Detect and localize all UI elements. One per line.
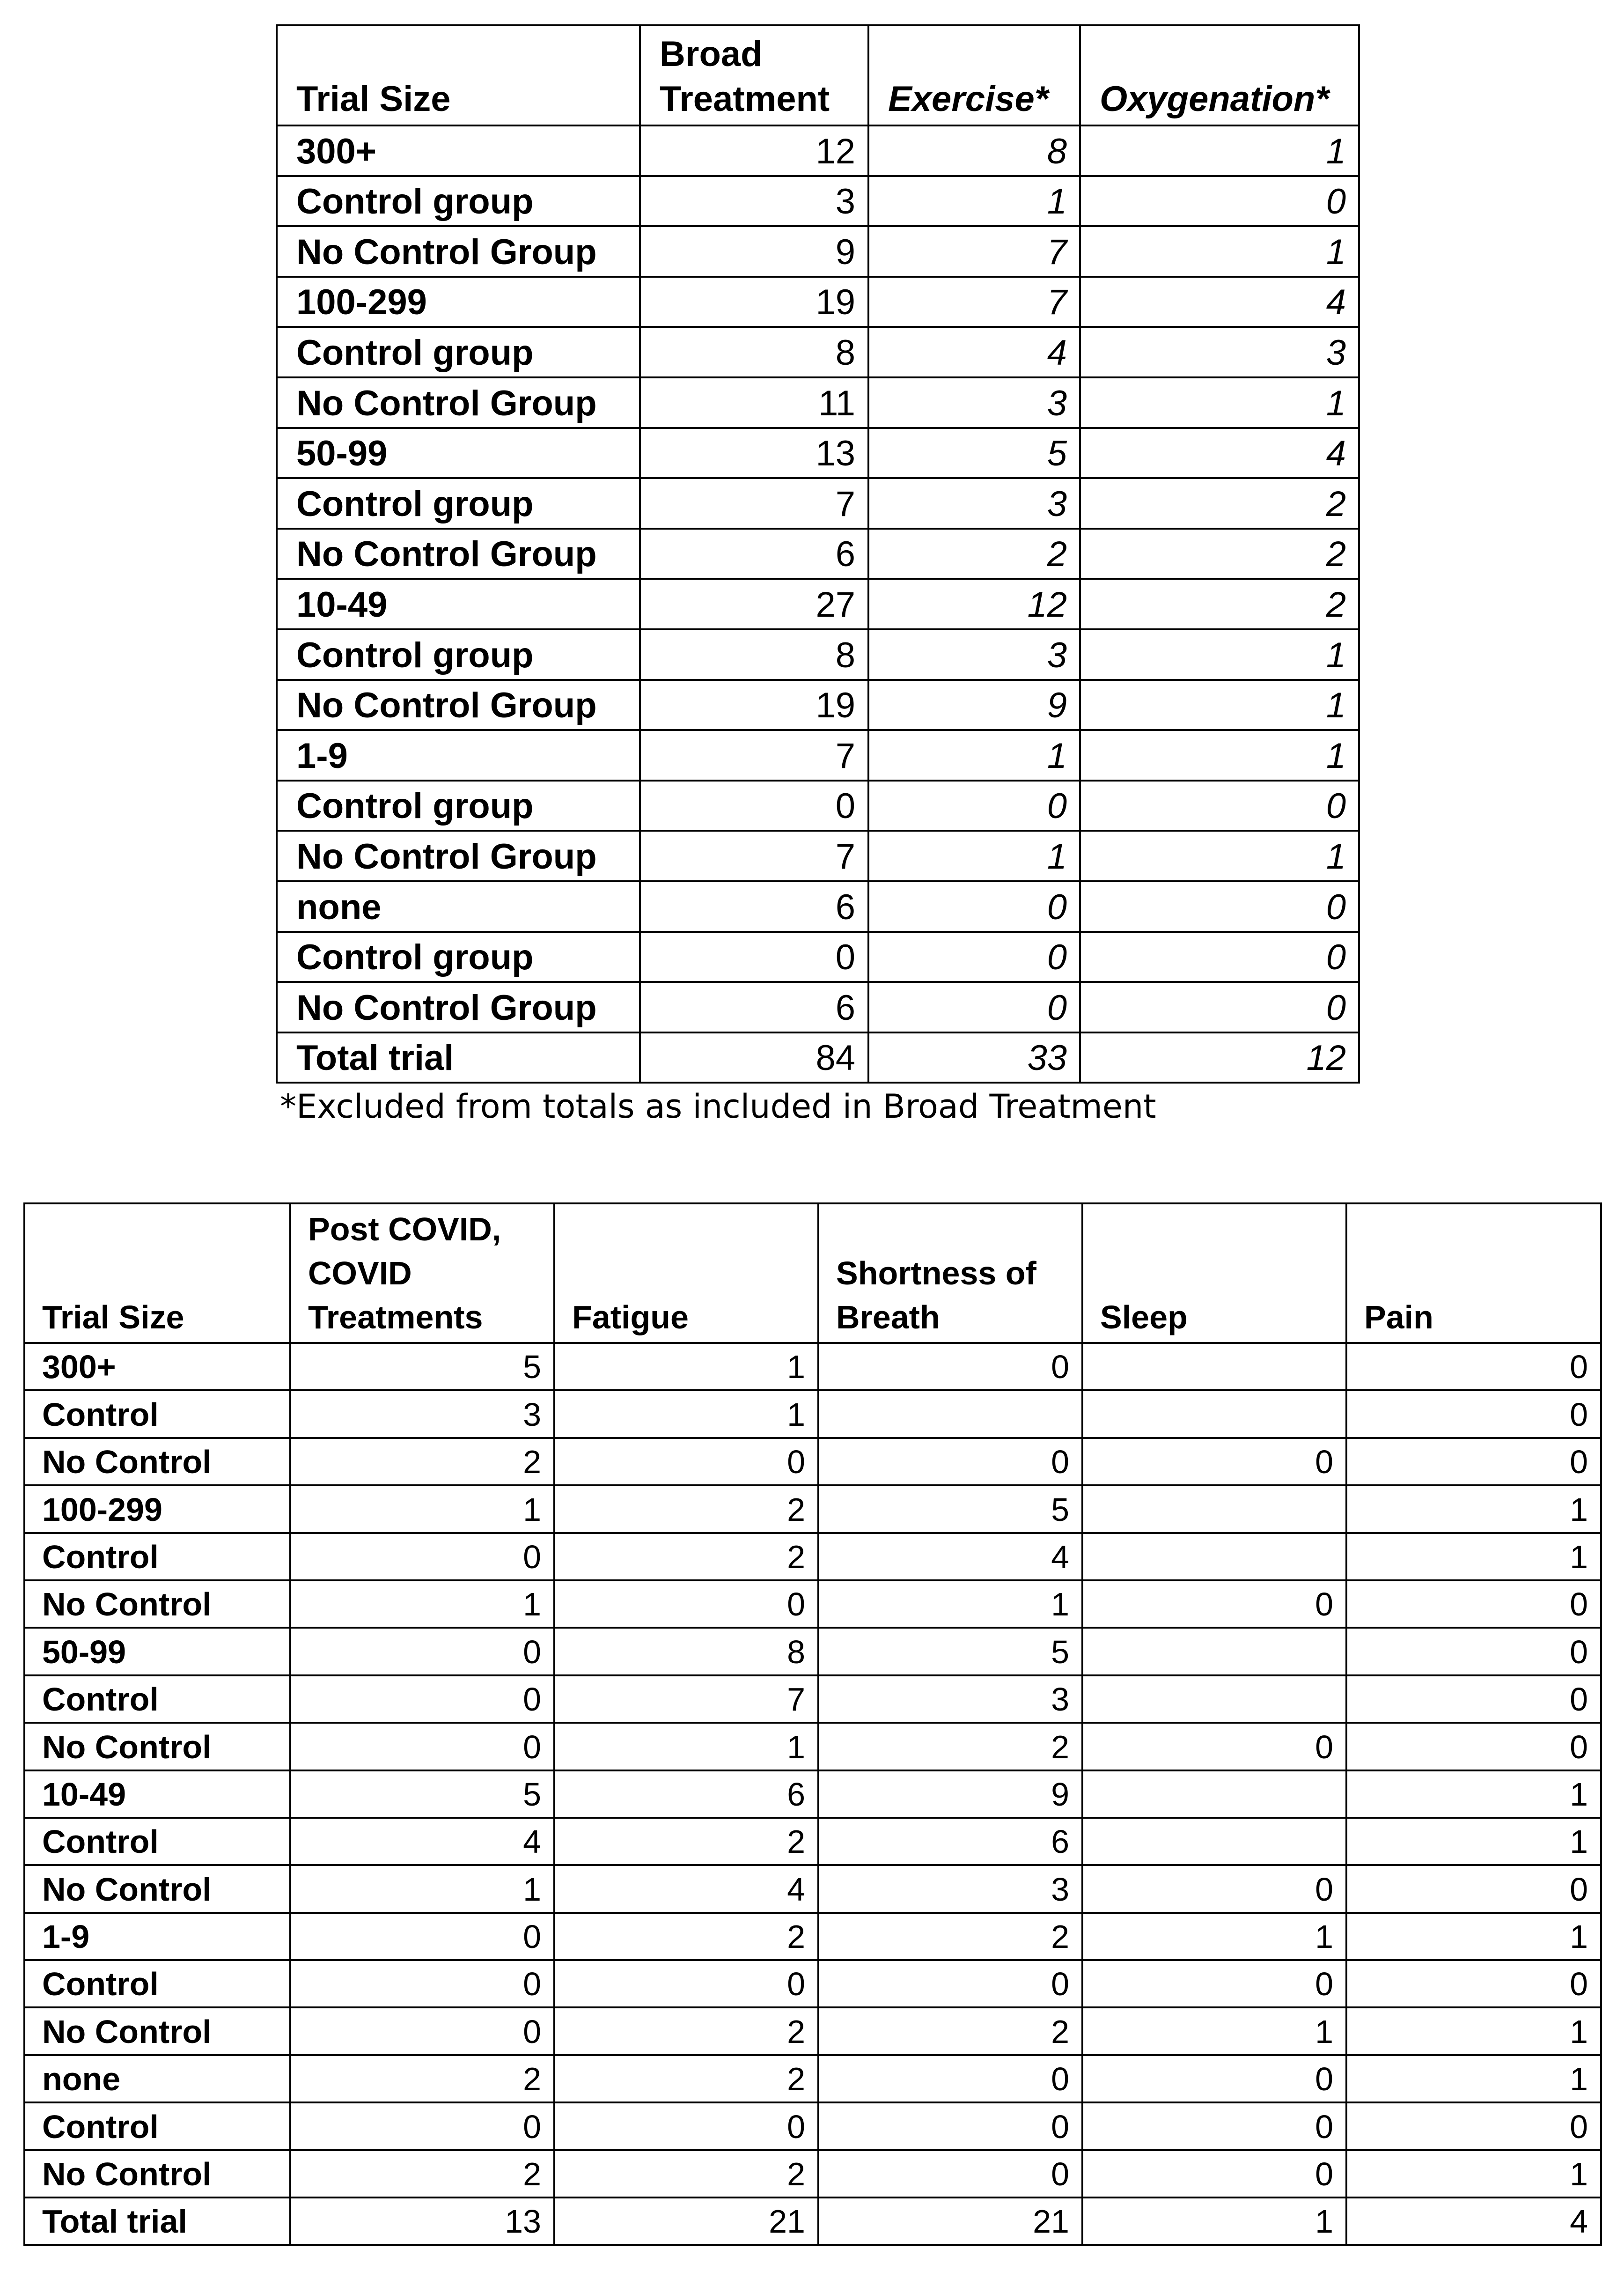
value-cell: 5 xyxy=(290,1770,554,1818)
table-row xyxy=(277,982,1359,1032)
value-cell: 0 xyxy=(1346,1628,1601,1675)
column-header: Pain xyxy=(1346,1203,1601,1343)
value-cell: 1 xyxy=(868,176,1080,227)
value-cell: 3 xyxy=(818,1865,1082,1912)
value-cell: 0 xyxy=(1346,1960,1601,2007)
value-cell: 0 xyxy=(1082,1960,1346,2007)
value-cell: 3 xyxy=(868,629,1080,680)
row-label-cell: 100-299 xyxy=(24,1485,290,1533)
value-cell: 1 xyxy=(290,1485,554,1533)
value-cell: 3 xyxy=(818,1675,1082,1723)
table-row xyxy=(277,881,1359,932)
row-label-cell: 300+ xyxy=(277,125,640,176)
row-label-cell: Control group xyxy=(277,327,640,377)
row-label-cell: No Control xyxy=(24,1865,290,1912)
table-row xyxy=(277,125,1359,176)
value-cell: 2 xyxy=(1080,478,1359,529)
value-cell: 0 xyxy=(818,1960,1082,2007)
value-cell: 7 xyxy=(554,1675,818,1723)
column-header: Shortness of Breath xyxy=(818,1203,1082,1343)
value-cell: 0 xyxy=(1346,2102,1601,2150)
column-header: Oxygenation* xyxy=(1080,25,1359,125)
table-row xyxy=(277,730,1359,781)
value-cell: 4 xyxy=(554,1865,818,1912)
row-label-cell: Control xyxy=(24,1675,290,1723)
table-row xyxy=(24,1485,1601,1533)
value-cell: 21 xyxy=(554,2198,818,2245)
value-cell: 2 xyxy=(818,1913,1082,1960)
row-label-cell: No Control Group xyxy=(277,680,640,730)
row-label-cell: No Control Group xyxy=(277,377,640,428)
value-cell: 0 xyxy=(1080,881,1359,932)
value-cell: 2 xyxy=(818,2007,1082,2055)
column-header: Broad Treatment xyxy=(640,25,868,125)
value-cell: 13 xyxy=(640,428,868,479)
table-row xyxy=(277,529,1359,579)
row-label-cell: No Control xyxy=(24,1580,290,1628)
value-cell: 1 xyxy=(1346,2150,1601,2198)
value-cell: 0 xyxy=(1082,1865,1346,1912)
value-cell: 4 xyxy=(1346,2198,1601,2245)
table-row xyxy=(24,1390,1601,1438)
value-cell: 2 xyxy=(554,1485,818,1533)
value-cell: 9 xyxy=(868,680,1080,730)
table-header-row xyxy=(277,25,1359,125)
value-cell: 13 xyxy=(290,2198,554,2245)
row-label-cell: Control group xyxy=(277,176,640,227)
value-cell: 0 xyxy=(1082,2150,1346,2198)
table-row xyxy=(277,428,1359,479)
value-cell xyxy=(818,1390,1082,1438)
value-cell: 3 xyxy=(640,176,868,227)
value-cell: 0 xyxy=(1082,2055,1346,2102)
row-label-cell: Control group xyxy=(277,932,640,982)
table-row xyxy=(277,629,1359,680)
value-cell: 2 xyxy=(554,1913,818,1960)
value-cell: 1 xyxy=(1082,2198,1346,2245)
table-row xyxy=(277,932,1359,982)
value-cell: 84 xyxy=(640,1032,868,1083)
value-cell: 12 xyxy=(868,579,1080,629)
row-label-cell: 50-99 xyxy=(24,1628,290,1675)
table-row xyxy=(24,1865,1601,1912)
value-cell: 7 xyxy=(640,478,868,529)
row-label-cell: Control group xyxy=(277,629,640,680)
value-cell: 0 xyxy=(1346,1390,1601,1438)
value-cell: 0 xyxy=(868,932,1080,982)
value-cell: 2 xyxy=(554,1818,818,1865)
value-cell xyxy=(1082,1818,1346,1865)
table-row xyxy=(24,1913,1601,1960)
table-row xyxy=(24,1343,1601,1390)
row-label-cell: 1-9 xyxy=(277,730,640,781)
value-cell: 0 xyxy=(1080,982,1359,1032)
value-cell: 4 xyxy=(1080,428,1359,479)
value-cell: 1 xyxy=(868,831,1080,881)
column-header: Exercise* xyxy=(868,25,1080,125)
table-row xyxy=(24,2102,1601,2150)
column-header: Post COVID, COVID Treatments xyxy=(290,1203,554,1343)
value-cell: 0 xyxy=(868,881,1080,932)
value-cell xyxy=(1082,1675,1346,1723)
value-cell: 5 xyxy=(868,428,1080,479)
row-label-cell: No Control Group xyxy=(277,226,640,277)
value-cell: 6 xyxy=(818,1818,1082,1865)
row-label-cell: No Control Group xyxy=(277,831,640,881)
value-cell: 11 xyxy=(640,377,868,428)
value-cell: 1 xyxy=(554,1723,818,1770)
value-cell: 1 xyxy=(1346,1818,1601,1865)
value-cell: 1 xyxy=(554,1390,818,1438)
value-cell: 2 xyxy=(554,2007,818,2055)
table-row xyxy=(24,1675,1601,1723)
table-row xyxy=(277,478,1359,529)
value-cell xyxy=(1082,1628,1346,1675)
value-cell: 3 xyxy=(868,478,1080,529)
row-label-cell: No Control Group xyxy=(277,982,640,1032)
value-cell: 1 xyxy=(1080,680,1359,730)
value-cell: 2 xyxy=(1080,579,1359,629)
value-cell: 0 xyxy=(868,781,1080,831)
value-cell: 0 xyxy=(1082,1438,1346,1485)
value-cell: 5 xyxy=(818,1628,1082,1675)
value-cell: 1 xyxy=(1082,2007,1346,2055)
value-cell: 2 xyxy=(554,2150,818,2198)
value-cell xyxy=(1082,1770,1346,1818)
value-cell: 0 xyxy=(290,2007,554,2055)
value-cell xyxy=(1082,1485,1346,1533)
value-cell: 0 xyxy=(554,1438,818,1485)
value-cell: 6 xyxy=(640,529,868,579)
value-cell: 1 xyxy=(1080,730,1359,781)
row-label-cell: Control group xyxy=(277,781,640,831)
value-cell: 8 xyxy=(868,125,1080,176)
row-label-cell: No Control xyxy=(24,1438,290,1485)
value-cell: 0 xyxy=(554,1960,818,2007)
value-cell: 0 xyxy=(818,2055,1082,2102)
value-cell: 1 xyxy=(868,730,1080,781)
table-row xyxy=(277,579,1359,629)
value-cell xyxy=(1082,1533,1346,1580)
row-label-cell: 1-9 xyxy=(24,1913,290,1960)
value-cell: 12 xyxy=(1080,1032,1359,1083)
value-cell: 1 xyxy=(818,1580,1082,1628)
value-cell: 4 xyxy=(290,1818,554,1865)
value-cell: 0 xyxy=(290,1723,554,1770)
table-row xyxy=(277,831,1359,881)
value-cell: 0 xyxy=(290,1628,554,1675)
value-cell: 7 xyxy=(640,831,868,881)
value-cell: 1 xyxy=(1346,1533,1601,1580)
table-row xyxy=(24,1960,1601,2007)
column-header: Trial Size xyxy=(24,1203,290,1343)
row-label-cell: Total trial xyxy=(277,1032,640,1083)
value-cell: 0 xyxy=(554,1580,818,1628)
value-cell: 1 xyxy=(1082,1913,1346,1960)
value-cell: 1 xyxy=(1080,377,1359,428)
row-label-cell: 50-99 xyxy=(277,428,640,479)
row-label-cell: Total trial xyxy=(24,2198,290,2245)
row-label-cell: Control xyxy=(24,1533,290,1580)
table-row xyxy=(277,781,1359,831)
value-cell: 3 xyxy=(868,377,1080,428)
table-row xyxy=(24,2055,1601,2102)
row-label-cell: 300+ xyxy=(24,1343,290,1390)
table-row xyxy=(24,2198,1601,2245)
value-cell: 0 xyxy=(1346,1675,1601,1723)
value-cell: 0 xyxy=(640,781,868,831)
table-row xyxy=(24,1770,1601,1818)
value-cell: 7 xyxy=(868,277,1080,327)
table-row xyxy=(277,277,1359,327)
value-cell: 1 xyxy=(290,1580,554,1628)
value-cell: 2 xyxy=(290,2055,554,2102)
value-cell: 1 xyxy=(1346,1485,1601,1533)
value-cell: 4 xyxy=(868,327,1080,377)
row-label-cell: Control xyxy=(24,2102,290,2150)
row-label-cell: Control xyxy=(24,1960,290,2007)
table-row xyxy=(24,2150,1601,2198)
value-cell: 1 xyxy=(1080,226,1359,277)
value-cell: 0 xyxy=(818,2150,1082,2198)
value-cell: 0 xyxy=(290,1675,554,1723)
value-cell: 6 xyxy=(640,982,868,1032)
table-row xyxy=(24,1533,1601,1580)
value-cell: 1 xyxy=(290,1865,554,1912)
table-row xyxy=(277,226,1359,277)
table-row xyxy=(24,2007,1601,2055)
value-cell: 0 xyxy=(818,1438,1082,1485)
column-header: Sleep xyxy=(1082,1203,1346,1343)
trial-size-table-symptoms xyxy=(23,1202,1602,2246)
value-cell: 1 xyxy=(1080,629,1359,680)
row-label-cell: No Control xyxy=(24,2150,290,2198)
value-cell: 0 xyxy=(1082,2102,1346,2150)
value-cell xyxy=(1082,1343,1346,1390)
table-row xyxy=(24,1580,1601,1628)
value-cell: 2 xyxy=(1080,529,1359,579)
value-cell: 0 xyxy=(640,932,868,982)
row-label-cell: Control group xyxy=(277,478,640,529)
value-cell: 0 xyxy=(818,1343,1082,1390)
value-cell: 1 xyxy=(1080,831,1359,881)
table-row xyxy=(277,327,1359,377)
value-cell: 0 xyxy=(1346,1438,1601,1485)
value-cell: 2 xyxy=(290,2150,554,2198)
table-row xyxy=(24,1723,1601,1770)
value-cell: 0 xyxy=(1346,1865,1601,1912)
value-cell: 1 xyxy=(1346,2007,1601,2055)
value-cell: 19 xyxy=(640,277,868,327)
value-cell: 3 xyxy=(290,1390,554,1438)
value-cell: 8 xyxy=(554,1628,818,1675)
row-label-cell: 10-49 xyxy=(24,1770,290,1818)
value-cell: 0 xyxy=(1346,1580,1601,1628)
table-row xyxy=(277,680,1359,730)
value-cell: 2 xyxy=(290,1438,554,1485)
value-cell: 0 xyxy=(290,1533,554,1580)
value-cell: 2 xyxy=(818,1723,1082,1770)
value-cell: 5 xyxy=(290,1343,554,1390)
value-cell: 0 xyxy=(554,2102,818,2150)
value-cell: 0 xyxy=(1346,1723,1601,1770)
value-cell: 5 xyxy=(818,1485,1082,1533)
table-header-row xyxy=(24,1203,1601,1343)
row-label-cell: No Control xyxy=(24,1723,290,1770)
value-cell: 33 xyxy=(868,1032,1080,1083)
column-header: Trial Size xyxy=(277,25,640,125)
value-cell: 7 xyxy=(640,730,868,781)
value-cell: 1 xyxy=(554,1343,818,1390)
value-cell: 2 xyxy=(868,529,1080,579)
table-row xyxy=(277,176,1359,227)
row-label-cell: No Control xyxy=(24,2007,290,2055)
column-header: Fatigue xyxy=(554,1203,818,1343)
value-cell: 4 xyxy=(818,1533,1082,1580)
value-cell xyxy=(1082,1390,1346,1438)
value-cell: 9 xyxy=(818,1770,1082,1818)
value-cell: 1 xyxy=(1346,1913,1601,1960)
value-cell: 6 xyxy=(640,881,868,932)
value-cell: 1 xyxy=(1080,125,1359,176)
row-label-cell: none xyxy=(24,2055,290,2102)
value-cell: 7 xyxy=(868,226,1080,277)
value-cell: 0 xyxy=(290,1913,554,1960)
row-label-cell: Control xyxy=(24,1390,290,1438)
table-row xyxy=(24,1438,1601,1485)
table-row xyxy=(24,1818,1601,1865)
value-cell: 0 xyxy=(1346,1343,1601,1390)
table-row xyxy=(277,1032,1359,1083)
value-cell: 12 xyxy=(640,125,868,176)
table-footnote: *Excluded from totals as included in Broad Treatment xyxy=(280,1087,1156,1126)
value-cell: 21 xyxy=(818,2198,1082,2245)
value-cell: 0 xyxy=(290,2102,554,2150)
row-label-cell: No Control Group xyxy=(277,529,640,579)
value-cell: 0 xyxy=(1080,932,1359,982)
row-label-cell: Control xyxy=(24,1818,290,1865)
table-row xyxy=(277,377,1359,428)
value-cell: 0 xyxy=(290,1960,554,2007)
value-cell: 1 xyxy=(1346,2055,1601,2102)
value-cell: 3 xyxy=(1080,327,1359,377)
value-cell: 8 xyxy=(640,327,868,377)
value-cell: 19 xyxy=(640,680,868,730)
table-row xyxy=(24,1628,1601,1675)
value-cell: 2 xyxy=(554,2055,818,2102)
value-cell: 0 xyxy=(868,982,1080,1032)
value-cell: 4 xyxy=(1080,277,1359,327)
value-cell: 8 xyxy=(640,629,868,680)
value-cell: 2 xyxy=(554,1533,818,1580)
value-cell: 27 xyxy=(640,579,868,629)
value-cell: 0 xyxy=(1080,781,1359,831)
value-cell: 0 xyxy=(818,2102,1082,2150)
trial-size-table-broad xyxy=(276,24,1360,1084)
value-cell: 6 xyxy=(554,1770,818,1818)
row-label-cell: 100-299 xyxy=(277,277,640,327)
value-cell: 0 xyxy=(1080,176,1359,227)
value-cell: 1 xyxy=(1346,1770,1601,1818)
value-cell: 0 xyxy=(1082,1580,1346,1628)
value-cell: 9 xyxy=(640,226,868,277)
row-label-cell: none xyxy=(277,881,640,932)
row-label-cell: 10-49 xyxy=(277,579,640,629)
value-cell: 0 xyxy=(1082,1723,1346,1770)
